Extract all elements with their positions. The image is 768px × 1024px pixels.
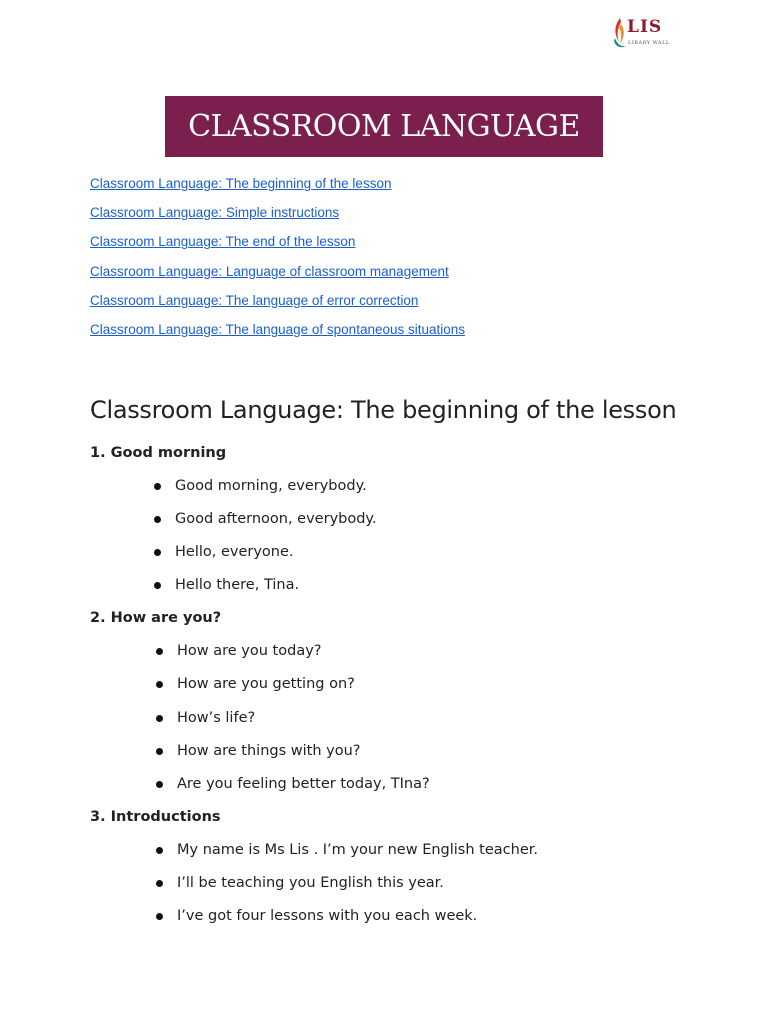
subheading-how-are-you: 2. How are you?	[90, 610, 222, 627]
toc-link-classroom-management[interactable]: Classroom Language: Language of classroom management	[90, 263, 449, 279]
list-item-text: My name is Ms Lis . I’m your new English teacher.	[177, 841, 538, 858]
toc-link-simple-instructions[interactable]: Classroom Language: Simple instructions	[90, 205, 340, 221]
list-item-text: How’s life?	[177, 709, 256, 726]
list-item	[90, 572, 730, 605]
bullet-icon	[156, 781, 163, 788]
list-item	[90, 473, 730, 506]
toc-item	[90, 291, 465, 320]
list-item	[90, 506, 730, 539]
toc-link-end[interactable]: Classroom Language: The end of the lesson	[90, 234, 356, 250]
subheading-good-morning: 1. Good morning	[90, 445, 227, 461]
list-item	[90, 671, 730, 704]
subheading-introductions: 3. Introductions	[90, 808, 221, 825]
toc-item	[90, 232, 465, 261]
title-banner	[165, 96, 603, 157]
bullet-icon	[156, 913, 163, 920]
logo-tagline: LIBARY WALL	[628, 40, 670, 46]
list-item-text: How are you getting on?	[177, 676, 355, 693]
list-item	[90, 638, 730, 671]
toc-item	[90, 320, 465, 349]
bullet-icon	[154, 483, 161, 490]
bullet-list-introductions	[90, 837, 730, 936]
bullet-icon	[154, 516, 161, 523]
list-item-text: How are you today?	[177, 643, 322, 660]
toc-item	[90, 203, 465, 232]
list-item-text: Are you feeling better today, TIna?	[177, 775, 430, 792]
list-item-text: I’ve got four lessons with you each week.	[177, 908, 478, 925]
logo-wordmark: LIS	[627, 17, 663, 37]
toc-link-error-correction[interactable]: Classroom Language: The language of error correction	[90, 292, 419, 308]
list-item-text: Good afternoon, everybody.	[175, 511, 377, 528]
page-title: CLASSROOM LANGUAGE	[188, 109, 580, 144]
list-item	[90, 903, 730, 936]
lis-logo	[612, 16, 672, 52]
bullet-icon	[156, 847, 163, 854]
bullet-list-good-morning	[90, 473, 730, 605]
bullet-icon	[154, 549, 161, 556]
bullet-icon	[154, 582, 161, 589]
list-item	[90, 705, 730, 738]
bullet-icon	[156, 648, 163, 655]
toc-item	[90, 174, 465, 203]
bullet-list-how-are-you	[90, 638, 730, 803]
bullet-icon	[156, 715, 163, 722]
toc-link-beginning[interactable]: Classroom Language: The beginning of the lesson	[90, 176, 392, 191]
bullet-icon	[156, 748, 163, 755]
section-content	[90, 440, 730, 936]
list-item	[90, 738, 730, 771]
bullet-icon	[156, 681, 163, 688]
list-item-text: I’ll be teaching you English this year.	[177, 874, 444, 891]
list-item-text: How are things with you?	[177, 742, 361, 759]
bullet-icon	[156, 880, 163, 887]
table-of-contents	[90, 174, 465, 349]
flame-icon	[612, 16, 628, 52]
list-item	[90, 837, 730, 870]
toc-item	[90, 262, 465, 291]
list-item-text: Hello, everyone.	[175, 544, 294, 561]
list-item-text: Hello there, Tina.	[175, 577, 300, 594]
toc-link-spontaneous-situations[interactable]: Classroom Language: The language of spontaneous situations	[90, 321, 466, 337]
list-item	[90, 539, 730, 572]
list-item	[90, 870, 730, 903]
list-item	[90, 771, 730, 804]
section-heading: Classroom Language: The beginning of the lesson	[90, 396, 677, 424]
list-item-text: Good morning, everybody.	[175, 478, 367, 494]
